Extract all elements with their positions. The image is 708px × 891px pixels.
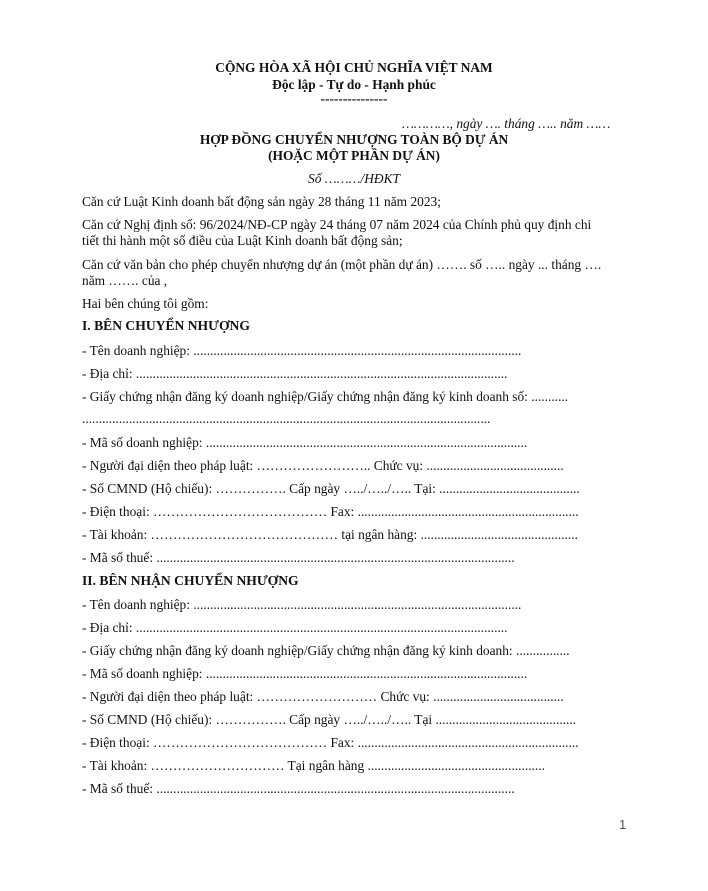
basis-permit-line1: Căn cứ văn bản cho phép chuyển nhượng dự án (một phần dự án) ……. số ….. ngày ... tháng …. xyxy=(82,257,602,272)
transferee-phone-field: - Điện thoại: ………………………………… Fax: .................................................................. xyxy=(82,735,579,750)
transferee-id-card-field: - Số CMND (Hộ chiếu): ……………. Cấp ngày …../…../….. Tại .......................................... xyxy=(82,712,577,727)
section-heading-transferor: I. BÊN CHUYỂN NHƯỢNG xyxy=(82,318,250,333)
transferor-enterprise-code-field: - Mã số doanh nghiệp: ................................................................................................ xyxy=(82,435,528,450)
transferee-account-field: - Tài khoản: ………………………… Tại ngân hàng ..................................................... xyxy=(82,758,545,773)
motto: Độc lập - Tự do - Hạnh phúc xyxy=(272,77,436,92)
transferor-id-card-field: - Số CMND (Hộ chiếu): ……………. Cấp ngày …../…../….. Tại: .......................................... xyxy=(82,481,580,496)
transferor-representative-field: - Người đại diện theo pháp luật: …………………….. Chức vụ: ......................................... xyxy=(82,458,564,473)
transferor-tax-code-field: - Mã số thuế: ........................................................................................................... xyxy=(82,550,515,565)
national-title: CỘNG HÒA XÃ HỘI CHỦ NGHĨA VIỆT NAM xyxy=(215,60,493,75)
contract-title: HỢP ĐỒNG CHUYỂN NHƯỢNG TOÀN BỘ DỰ ÁN xyxy=(199,132,509,147)
date-line: …………, ngày …. tháng ….. năm …… xyxy=(402,116,611,131)
transferor-address-field: - Địa chỉ: ............................................................................................................... xyxy=(82,366,508,381)
basis-law: Căn cứ Luật Kinh doanh bất động sản ngày 28 tháng 11 năm 2023; xyxy=(82,194,441,209)
transferee-address-field: - Địa chỉ: ............................................................................................................... xyxy=(82,620,508,635)
contract-subtitle: (HOẶC MỘT PHẦN DỰ ÁN) xyxy=(268,148,440,163)
transferee-tax-code-field: - Mã số thuế: ........................................................................................................... xyxy=(82,781,515,796)
transferor-company-field: - Tên doanh nghiệp: .................................................................................................. xyxy=(82,343,522,358)
basis-decree-line2: tiết thi hành một số điều của Luật Kinh doanh bất động sản; xyxy=(82,233,403,248)
basis-decree-line1: Căn cứ Nghị định số: 96/2024/NĐ-CP ngày 24 tháng 07 năm 2024 của Chính phủ quy định chi xyxy=(82,217,592,232)
parties-intro: Hai bên chúng tôi gồm: xyxy=(82,296,209,311)
transferee-enterprise-code-field: - Mã số doanh nghiệp: ................................................................................................ xyxy=(82,666,528,681)
transferor-license-field: - Giấy chứng nhận đăng ký doanh nghiệp/Giấy chứng nhận đăng ký kinh doanh số: ........... xyxy=(82,389,569,404)
motto-divider: --------------- xyxy=(320,91,388,106)
transferor-account-field: - Tài khoản: …………………………………… tại ngân hàng: ............................................... xyxy=(82,527,578,542)
basis-permit-line2: năm ……. của , xyxy=(82,273,168,288)
transferor-phone-field: - Điện thoại: ………………………………… Fax: .................................................................. xyxy=(82,504,579,519)
page-number: 1 xyxy=(619,817,627,832)
transferee-license-field: - Giấy chứng nhận đăng ký doanh nghiệp/Giấy chứng nhận đăng ký kinh doanh: ................ xyxy=(82,643,570,658)
contract-number: Số ………/HĐKT xyxy=(308,171,400,186)
section-heading-transferee: II. BÊN NHẬN CHUYỂN NHƯỢNG xyxy=(82,573,299,588)
transferee-company-field: - Tên doanh nghiệp: .................................................................................................. xyxy=(82,597,522,612)
transferee-representative-field: - Người đại diện theo pháp luật: ……………………… Chức vụ: ....................................... xyxy=(82,689,564,704)
transferor-license-continuation: .......................................................................................................................... xyxy=(82,411,491,426)
